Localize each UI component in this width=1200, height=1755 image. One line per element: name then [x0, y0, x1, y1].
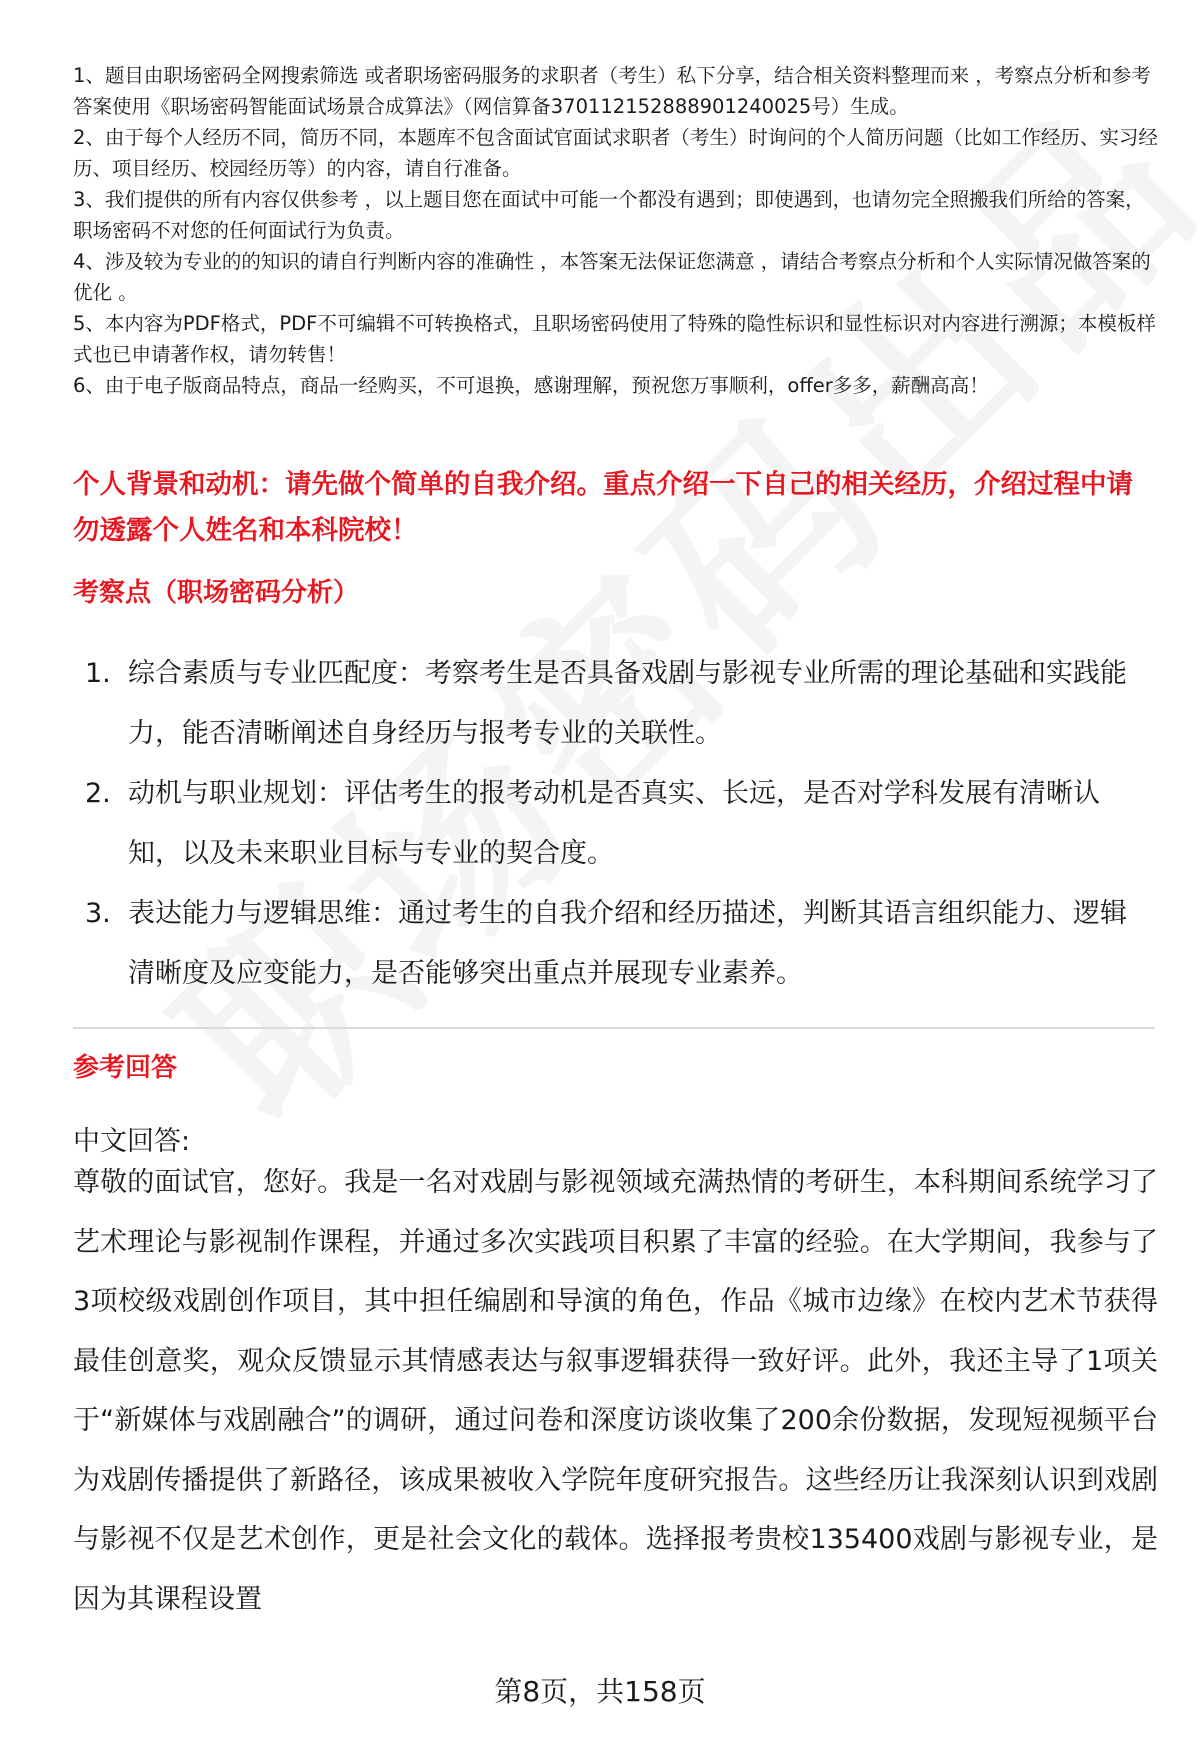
- answer-language-label: 中文回答:: [73, 1126, 191, 1157]
- list-item: [73, 644, 1153, 764]
- note-item: 2、由于每个人经历不同，简历不同，本题库不包含面试官面试求职者（考生）时询问的个人简历问题（比如工作经历、实习经历、项目经历、校园经历等）的内容，请自行准备。: [73, 126, 1158, 180]
- list-number: 2.: [85, 778, 111, 809]
- list-item: [73, 764, 1153, 884]
- reference-title: 参考回答: [73, 1053, 178, 1083]
- note-item: 1、题目由职场密码全网搜索筛选 或者职场密码服务的求职者（考生）私下分享，结合相关资料整理而来 ，考察点分析和参考答案使用《职场密码智能面试场景合成算法》（网信算备370112152888901240025号）生成。: [73, 64, 1151, 118]
- note-item: 5、本内容为PDF格式，PDF不可编辑不可转换格式，且职场密码使用了特殊的隐性标识和显性标识对内容进行溯源；本模板样式也已申请著作权，请勿转售！: [73, 312, 1156, 366]
- note-item: 4、涉及较为专业的的知识的请自行判断内容的准确性 ，本答案无法保证您满意 ，请结合考察点分析和个人实际情况做答案的优化 。: [73, 250, 1151, 304]
- analysis-points: [73, 644, 1153, 1004]
- list-item-text: 综合素质与专业匹配度：考察考生是否具备戏剧与影视专业所需的理论基础和实践能力，能否清晰阐述自身经历与报考专业的关联性。: [128, 658, 1127, 749]
- note-item: 3、我们提供的所有内容仅供参考 ，以上题目您在面试中可能一个都没有遇到；即使遇到，也请勿完全照搬我们所给的答案，职场密码不对您的任何面试行为负责。: [73, 188, 1145, 242]
- answer-body: 尊敬的面试官，您好。我是一名对戏剧与影视领域充满热情的考研生，本科期间系统学习了艺术理论与影视制作课程，并通过多次实践项目积累了丰富的经验。在大学期间，我参与了3项校级戏剧创作项目，其中担任编剧和导演的角色，作品《城市边缘》在校内艺术节获得最佳创意奖，观众反馈显示其情感表达与叙事逻辑获得一致好评。此外，我还主导了1项关于“新媒体与戏剧融合”的调研，通过问卷和深度访谈收集了200余份数据，发现短视频平台为戏剧传播提供了新路径，该成果被收入学院年度研究报告。这些经历让我深刻认识到戏剧与影视不仅是艺术创作，更是社会文化的载体。选择报考贵校135400戏剧与影视专业，是因为其课程设置: [73, 1167, 1158, 1615]
- list-item: [73, 884, 1153, 1004]
- section-divider: [73, 1027, 1155, 1029]
- disclaimer-notes: [73, 60, 1158, 401]
- list-item-text: 动机与职业规划：评估考生的报考动机是否真实、长远，是否对学科发展有清晰认知，以及未来职业目标与专业的契合度。: [128, 778, 1100, 869]
- analysis-title: 考察点（职场密码分析）: [73, 578, 360, 608]
- question-heading: 个人背景和动机：请先做个简单的自我介绍。重点介绍一下自己的相关经历，介绍过程中请勿透露个人姓名和本科院校！: [73, 469, 1133, 546]
- list-number: 3.: [85, 898, 111, 929]
- list-item-text: 表达能力与逻辑思维：通过考生的自我介绍和经历描述，判断其语言组织能力、逻辑清晰度及应变能力，是否能够突出重点并展现专业素养。: [128, 898, 1127, 989]
- page-number: 第8页，共158页: [494, 1675, 706, 1708]
- note-item: 6、由于电子版商品特点，商品一经购买，不可退换，感谢理解，预祝您万事顺利，offer多多，薪酬高高！: [73, 374, 989, 397]
- list-number: 1.: [85, 658, 111, 689]
